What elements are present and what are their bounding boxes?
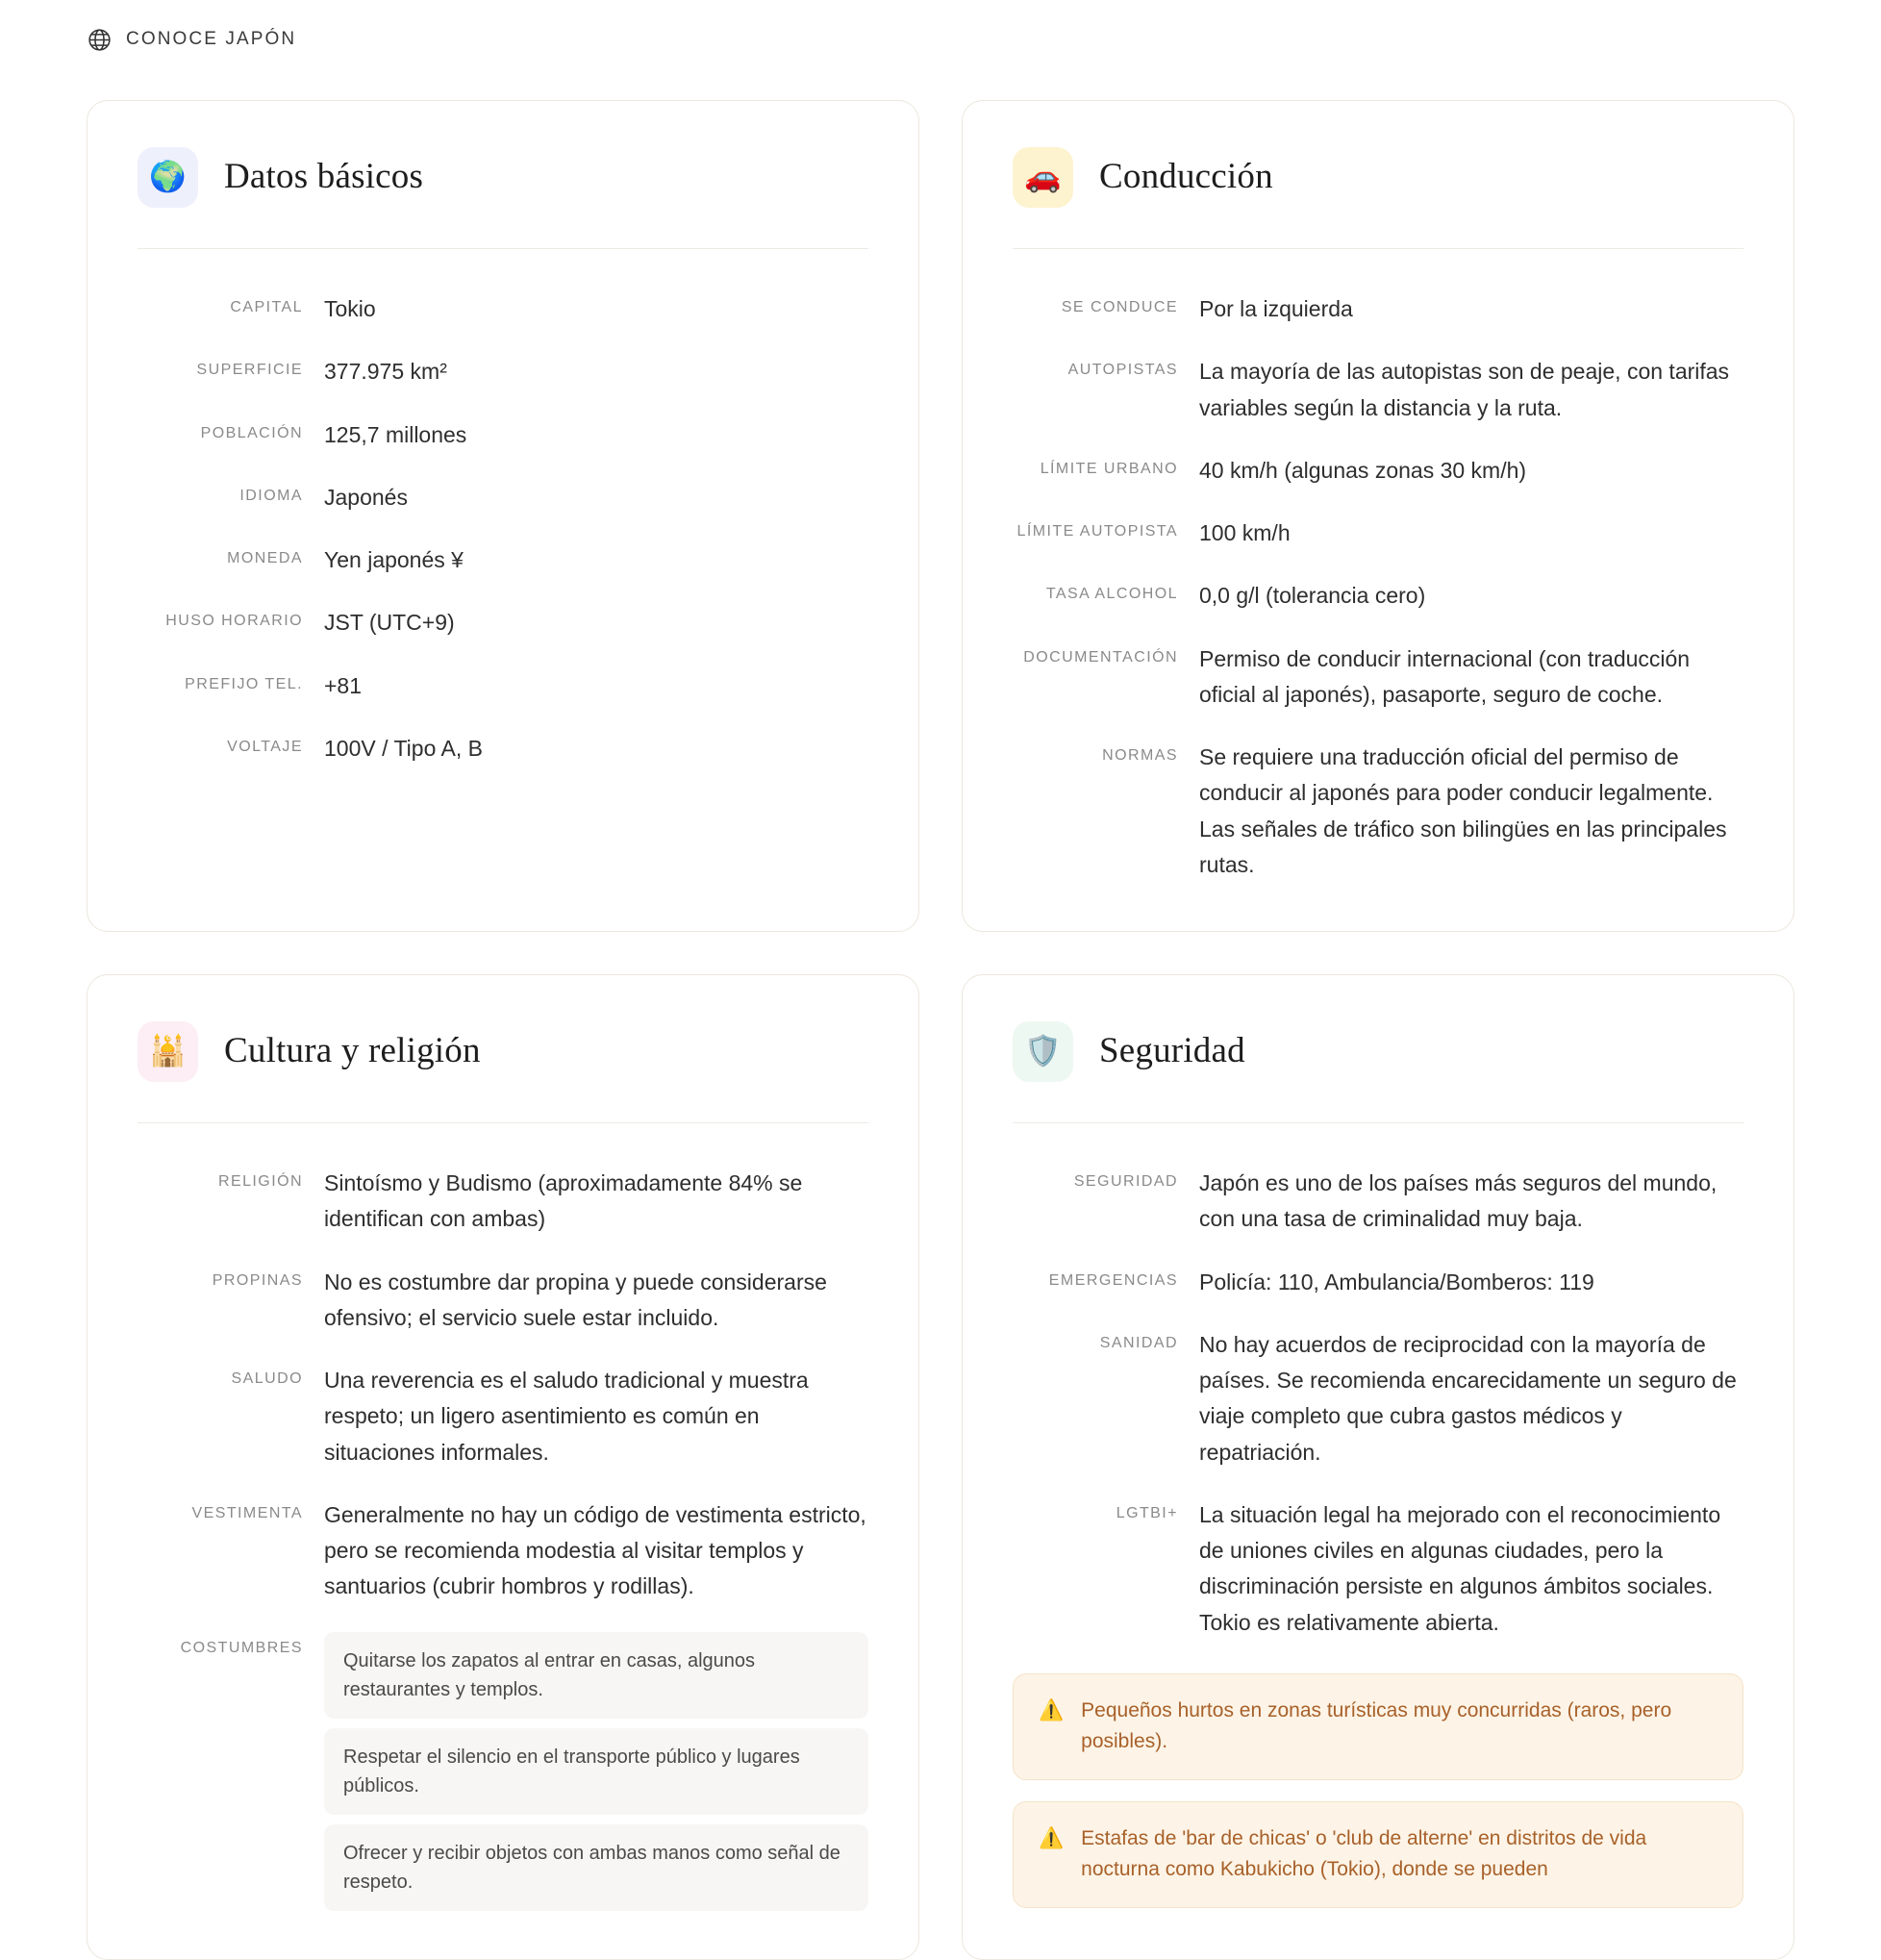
row-label: SEGURIDAD — [1073, 1173, 1178, 1190]
card-conduccion — [962, 100, 1794, 932]
card-title: Conducción — [1099, 157, 1273, 197]
row-value: Se requiere una traducción oficial del permiso de conducir al japonés para poder conducir legalmente. Las señales de tráfico son bilingües en las principales rutas. — [1199, 744, 1727, 877]
row-value: +81 — [324, 672, 363, 698]
detail-row — [1013, 740, 1743, 883]
detail-rows — [138, 1166, 868, 1605]
row-label: VESTIMENTA — [191, 1504, 303, 1521]
row-value: 0,0 g/l (tolerancia cero) — [1199, 583, 1426, 609]
detail-row — [138, 605, 868, 641]
warning-text: Pequeños hurtos en zonas turísticas muy concurridas (raros, pero posibles). — [1081, 1698, 1672, 1753]
card-title: Datos básicos — [224, 157, 424, 197]
row-label: RELIGIÓN — [217, 1173, 303, 1190]
detail-rows — [1013, 291, 1743, 883]
card-header — [1013, 1021, 1743, 1123]
row-value: Por la izquierda — [1199, 296, 1353, 321]
row-label: PROPINAS — [212, 1271, 303, 1289]
row-value: Permiso de conducir internacional (con traducción oficial al japonés), pasaporte, seguro de coche. — [1199, 645, 1691, 707]
detail-row — [1013, 1166, 1743, 1238]
row-value: 40 km/h (algunas zonas 30 km/h) — [1199, 457, 1527, 483]
row-label: SALUDO — [231, 1370, 303, 1387]
detail-row — [1013, 291, 1743, 327]
row-label: CAPITAL — [230, 299, 303, 315]
warning-icon: ⚠️ — [1039, 1697, 1065, 1721]
card-header — [138, 147, 868, 249]
row-label: TASA ALCOHOL — [1045, 586, 1178, 603]
detail-row — [1013, 354, 1743, 426]
row-label: LÍMITE URBANO — [1040, 460, 1178, 477]
row-label: PREFIJO TEL. — [185, 675, 303, 692]
row-label: EMERGENCIAS — [1048, 1271, 1178, 1289]
row-value: No es costumbre dar propina y puede considerarse ofensivo; el servicio suele estar incluido. — [324, 1269, 827, 1330]
row-label: COSTUMBRES — [180, 1639, 303, 1656]
detail-row — [1013, 578, 1743, 614]
row-value: 377.975 km² — [324, 359, 447, 385]
detail-row — [138, 1166, 868, 1238]
detail-row — [138, 480, 868, 515]
detail-row — [1013, 641, 1743, 714]
row-value: JST (UTC+9) — [324, 610, 455, 636]
row-value: No hay acuerdos de reciprocidad con la mayoría de países. Se recomienda encarecidamente un seguro de viaje completo que cubra gastos médicos y repatriación. — [1199, 1331, 1737, 1465]
row-label: DOCUMENTACIÓN — [1023, 648, 1178, 666]
detail-row — [138, 1497, 868, 1605]
detail-row — [138, 668, 868, 704]
row-value: La mayoría de las autopistas son de peaje, con tarifas variables según la distancia y la ruta. — [1199, 359, 1730, 420]
row-label: SANIDAD — [1099, 1334, 1178, 1351]
detail-rows — [1013, 1166, 1743, 1641]
row-value: 100V / Tipo A, B — [324, 735, 483, 761]
row-label: POBLACIÓN — [200, 424, 303, 441]
row-value: Policía: 110, Ambulancia/Bomberos: 119 — [1199, 1269, 1594, 1294]
row-label: AUTOPISTAS — [1067, 362, 1178, 379]
row-label: NORMAS — [1102, 747, 1178, 764]
warning-text: Estafas de 'bar de chicas' o 'club de alterne' en distritos de vida nocturna como Kabukicho (Tokio), donde se pueden — [1081, 1826, 1647, 1881]
card-header — [138, 1021, 868, 1123]
row-value: Japonés — [324, 484, 408, 510]
detail-row — [138, 417, 868, 453]
car-emoji: 🚗 — [1013, 147, 1073, 208]
warning-alerts — [1013, 1673, 1743, 1908]
warning-icon: ⚠️ — [1039, 1825, 1065, 1849]
detail-row — [1013, 453, 1743, 489]
detail-row — [138, 1265, 868, 1337]
row-value: Sintoísmo y Budismo (aproximadamente 84% se identifican con ambas) — [324, 1170, 803, 1232]
cards-grid — [0, 60, 1881, 1960]
warning-alert — [1013, 1673, 1743, 1780]
row-label: LÍMITE AUTOPISTA — [1016, 523, 1178, 540]
shield-emoji: 🛡️ — [1013, 1021, 1073, 1082]
row-label: MONEDA — [227, 550, 303, 566]
detail-row — [138, 354, 868, 389]
row-value: 125,7 millones — [324, 421, 467, 447]
page-title: CONOCE JAPÓN — [126, 29, 297, 49]
row-value: 100 km/h — [1199, 520, 1291, 545]
card-header — [1013, 147, 1743, 249]
topbar — [0, 0, 1881, 60]
custom-chip: Quitarse los zapatos al entrar en casas, algunos restaurantes y templos. — [324, 1632, 868, 1719]
warning-alert — [1013, 1801, 1743, 1908]
card-title: Seguridad — [1099, 1031, 1245, 1071]
row-label: SUPERFICIE — [196, 362, 303, 379]
detail-row — [138, 291, 868, 327]
row-label: LGTBI+ — [1116, 1504, 1178, 1521]
row-value: Japón es uno de los países más seguros del mundo, con una tasa de criminalidad muy baja. — [1199, 1170, 1718, 1232]
globe-icon — [87, 27, 113, 53]
globe-emoji: 🌍 — [138, 147, 198, 208]
card-seguridad — [962, 974, 1794, 1960]
mosque-emoji: 🕌 — [138, 1021, 198, 1082]
detail-row — [138, 731, 868, 766]
row-label: HUSO HORARIO — [165, 613, 303, 630]
card-title: Cultura y religión — [224, 1031, 481, 1071]
customs-row — [138, 1632, 868, 1911]
row-value: Tokio — [324, 296, 376, 321]
card-cultura-religion — [87, 974, 919, 1960]
detail-rows — [138, 291, 868, 766]
row-label: VOLTAJE — [227, 738, 303, 755]
row-value: La situación legal ha mejorado con el reconocimiento de uniones civiles en algunas ciudades, pero la discriminación persiste en algunos ámbitos sociales. Tokio es relativamente abierta. — [1199, 1501, 1721, 1635]
detail-row — [1013, 515, 1743, 551]
row-label: SE CONDUCE — [1061, 299, 1178, 315]
custom-chip: Ofrecer y recibir objetos con ambas manos como señal de respeto. — [324, 1824, 868, 1911]
detail-row — [1013, 1265, 1743, 1300]
custom-chip: Respetar el silencio en el transporte público y lugares públicos. — [324, 1728, 868, 1815]
card-datos-basicos — [87, 100, 919, 932]
row-value: Generalmente no hay un código de vestimenta estricto, pero se recomienda modestia al visitar templos y santuarios (cubrir hombros y rodillas). — [324, 1501, 866, 1599]
row-value: Una reverencia es el saludo tradicional y muestra respeto; un ligero asentimiento es común en situaciones informales. — [324, 1368, 809, 1465]
detail-row — [1013, 1497, 1743, 1641]
detail-row — [138, 542, 868, 578]
row-value: Yen japonés ¥ — [324, 547, 464, 572]
row-label: IDIOMA — [239, 487, 303, 504]
detail-row — [1013, 1327, 1743, 1470]
detail-row — [138, 1632, 868, 1911]
custom-chip-list — [324, 1632, 868, 1911]
detail-row — [138, 1363, 868, 1470]
